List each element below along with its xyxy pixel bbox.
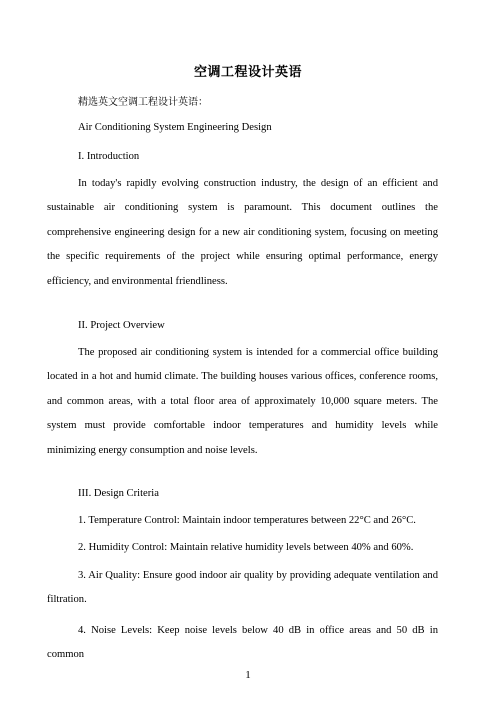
criteria-item: 1. Temperature Control: Maintain indoor temperatures between 22°C and 26°C.	[78, 515, 416, 526]
criteria-item: 3. Air Quality: Ensure good indoor air quality by providing adequate ventilation and filtration.	[47, 570, 438, 606]
document-title: 空调工程设计英语	[193, 65, 302, 80]
criteria-item: 4. Noise Levels: Keep noise levels below 40 dB in office areas and 50 dB in common	[47, 625, 438, 661]
section-heading-design-criteria: III. Design Criteria	[78, 488, 159, 499]
criteria-item: 2. Humidity Control: Maintain relative humidity levels between 40% and 60%.	[78, 542, 414, 553]
introduction-paragraph: In today's rapidly evolving construction industry, the design of an efficient and sustainable air conditioning system is paramount. This document outlines the comprehensive engineering design for a new air conditioning system, focusing on meeting the specific requirements of the project while ensuring optimal performance, energy efficiency, and environmental friendliness.	[47, 178, 438, 287]
project-overview-paragraph: The proposed air conditioning system is intended for a commercial office building located in a hot and humid climate. The building houses various offices, conference rooms, and common areas, with a total floor area of approximately 10,000 square meters. The system must provide comfortable indoor temperatures and humidity levels while minimizing energy consumption and noise levels.	[47, 347, 438, 456]
section-heading-project-overview: II. Project Overview	[78, 320, 165, 331]
chinese-subtitle: 精选英文空调工程设计英语：	[78, 97, 208, 108]
section-heading-introduction: I. Introduction	[78, 151, 140, 162]
page-number: 1	[245, 669, 251, 681]
english-heading: Air Conditioning System Engineering Design	[78, 122, 272, 133]
